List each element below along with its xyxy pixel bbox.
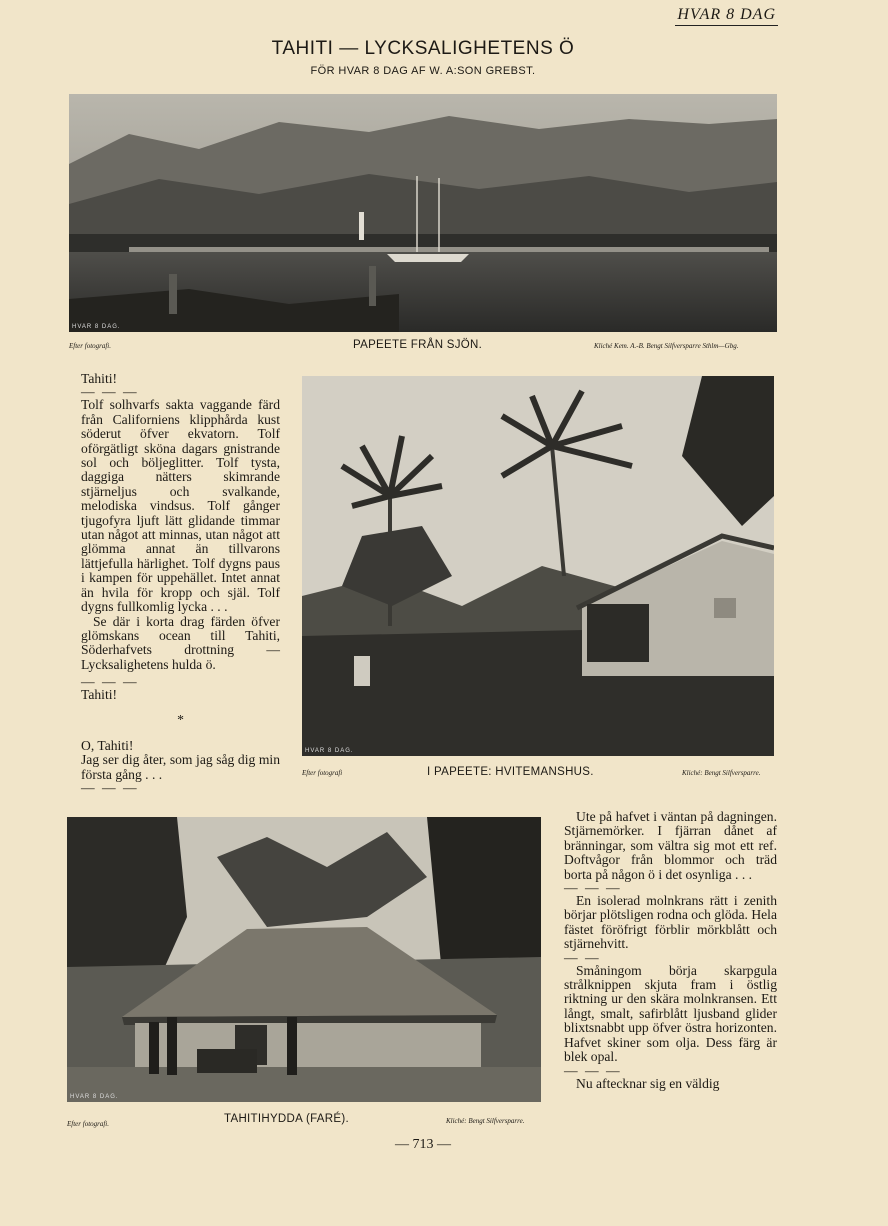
text-paragraph: Tahiti! [81, 371, 118, 386]
text-paragraph: Småningom börja skarpgula strålknippen skjuta fram i östlig riktning ur den skära molnkransen. Ett långt, smalt, safirblått ljusband glider blixtsnabbt upp öfver östra horizonten. Hafvet skiner som olja. Dess färg är blek opal. [564, 962, 777, 1065]
text-paragraph: Ute på hafvet i väntan på dagningen. Stjärnemörker. I fjärran dånet af bränningar, som vältra sig mot ett ref. Doftvågor från blommor och träd borta på någon ö i det osynliga . . . [564, 809, 777, 882]
text-paragraph: Tolf solhvarfs sakta vaggande färd från Californiens klipphårda kust söderut öfver ekvatorn. Tolf oförgätligt sköna dagars gnistrande sol och böljeglitter. Tolf tysta, daggiga nätters skimrande stjärneljus och svalkande, melodiska vindsus. Tolf gånger tjugofyra ljuft lätt glidande timmar utan något att minnas, utan något att glömma annat än tillvarons lättjefulla härlighet. Tolf dygns paus i kampen för uppehället. Intet annat än hvila för kropp och själ. Tolf dygns fullkomlig lycka . . . [81, 397, 280, 615]
text-paragraph: O, Tahiti! [81, 737, 134, 753]
harbor-credit-right: Kliché Kem. A.-B. Bengt Silfversparre Sthlm—Gbg. [594, 342, 739, 350]
photo-white-mans-house [302, 376, 774, 756]
text-paragraph: Tahiti! [81, 687, 118, 703]
house-credit-left: Efter fotografi [302, 769, 343, 777]
text-paragraph: Se där i korta drag färden öfver glömskans ocean till Tahiti, Söderhafvets drottning — Lycksalighetens hulda ö. [81, 613, 280, 672]
photo-stamp: HVAR 8 DAG. [70, 1094, 119, 1100]
hut-credit-left: Efter fotografi. [67, 1120, 109, 1128]
harbor-credit-left: Efter fotografi. [69, 342, 111, 350]
photo-tahitian-hut [67, 817, 541, 1102]
text-paragraph: Nu aftecknar sig en väldig [576, 1075, 720, 1091]
section-dash: — — [564, 949, 601, 965]
article-byline: FÖR HVAR 8 DAG AF W. A:SON GREBST. [310, 65, 536, 77]
house-caption: I PAPEETE: HVITEMANSHUS. [427, 766, 594, 778]
page-number: — 713 — [395, 1137, 451, 1152]
hut-credit-right: Kliché: Bengt Silfversparre. [446, 1117, 525, 1125]
section-star: * [177, 711, 184, 727]
photo-stamp: HVAR 8 DAG. [305, 748, 354, 754]
photo-stamp: HVAR 8 DAG. [72, 324, 121, 330]
section-dash: — — — [564, 1062, 622, 1078]
harbor-caption: PAPEETE FRÅN SJÖN. [353, 339, 483, 351]
section-dash: — — — [81, 384, 139, 400]
text-column-left [81, 372, 280, 794]
text-column-right [564, 810, 777, 1091]
text-paragraph: Jag ser dig åter, som jag såg dig min första gång . . . [81, 752, 280, 782]
section-dash: — — — [564, 880, 622, 896]
hut-caption: TAHITIHYDDA (FARÉ). [224, 1113, 349, 1125]
masthead: HVAR 8 DAG [675, 6, 778, 26]
section-dash: — — — [81, 674, 139, 690]
section-dash: — — — [81, 780, 139, 796]
house-credit-right: Kliché: Bengt Silfversparre. [682, 769, 761, 777]
photo-papeete-harbor [69, 94, 777, 332]
article-title: TAHITI — LYCKSALIGHETENS Ö [271, 38, 575, 59]
text-paragraph: En isolerad molnkrans rätt i zenith börjar plötsligen rodna och glöda. Hela fästet föröfrigt förblir mörkblått och stjärnehvitt. [564, 893, 777, 952]
